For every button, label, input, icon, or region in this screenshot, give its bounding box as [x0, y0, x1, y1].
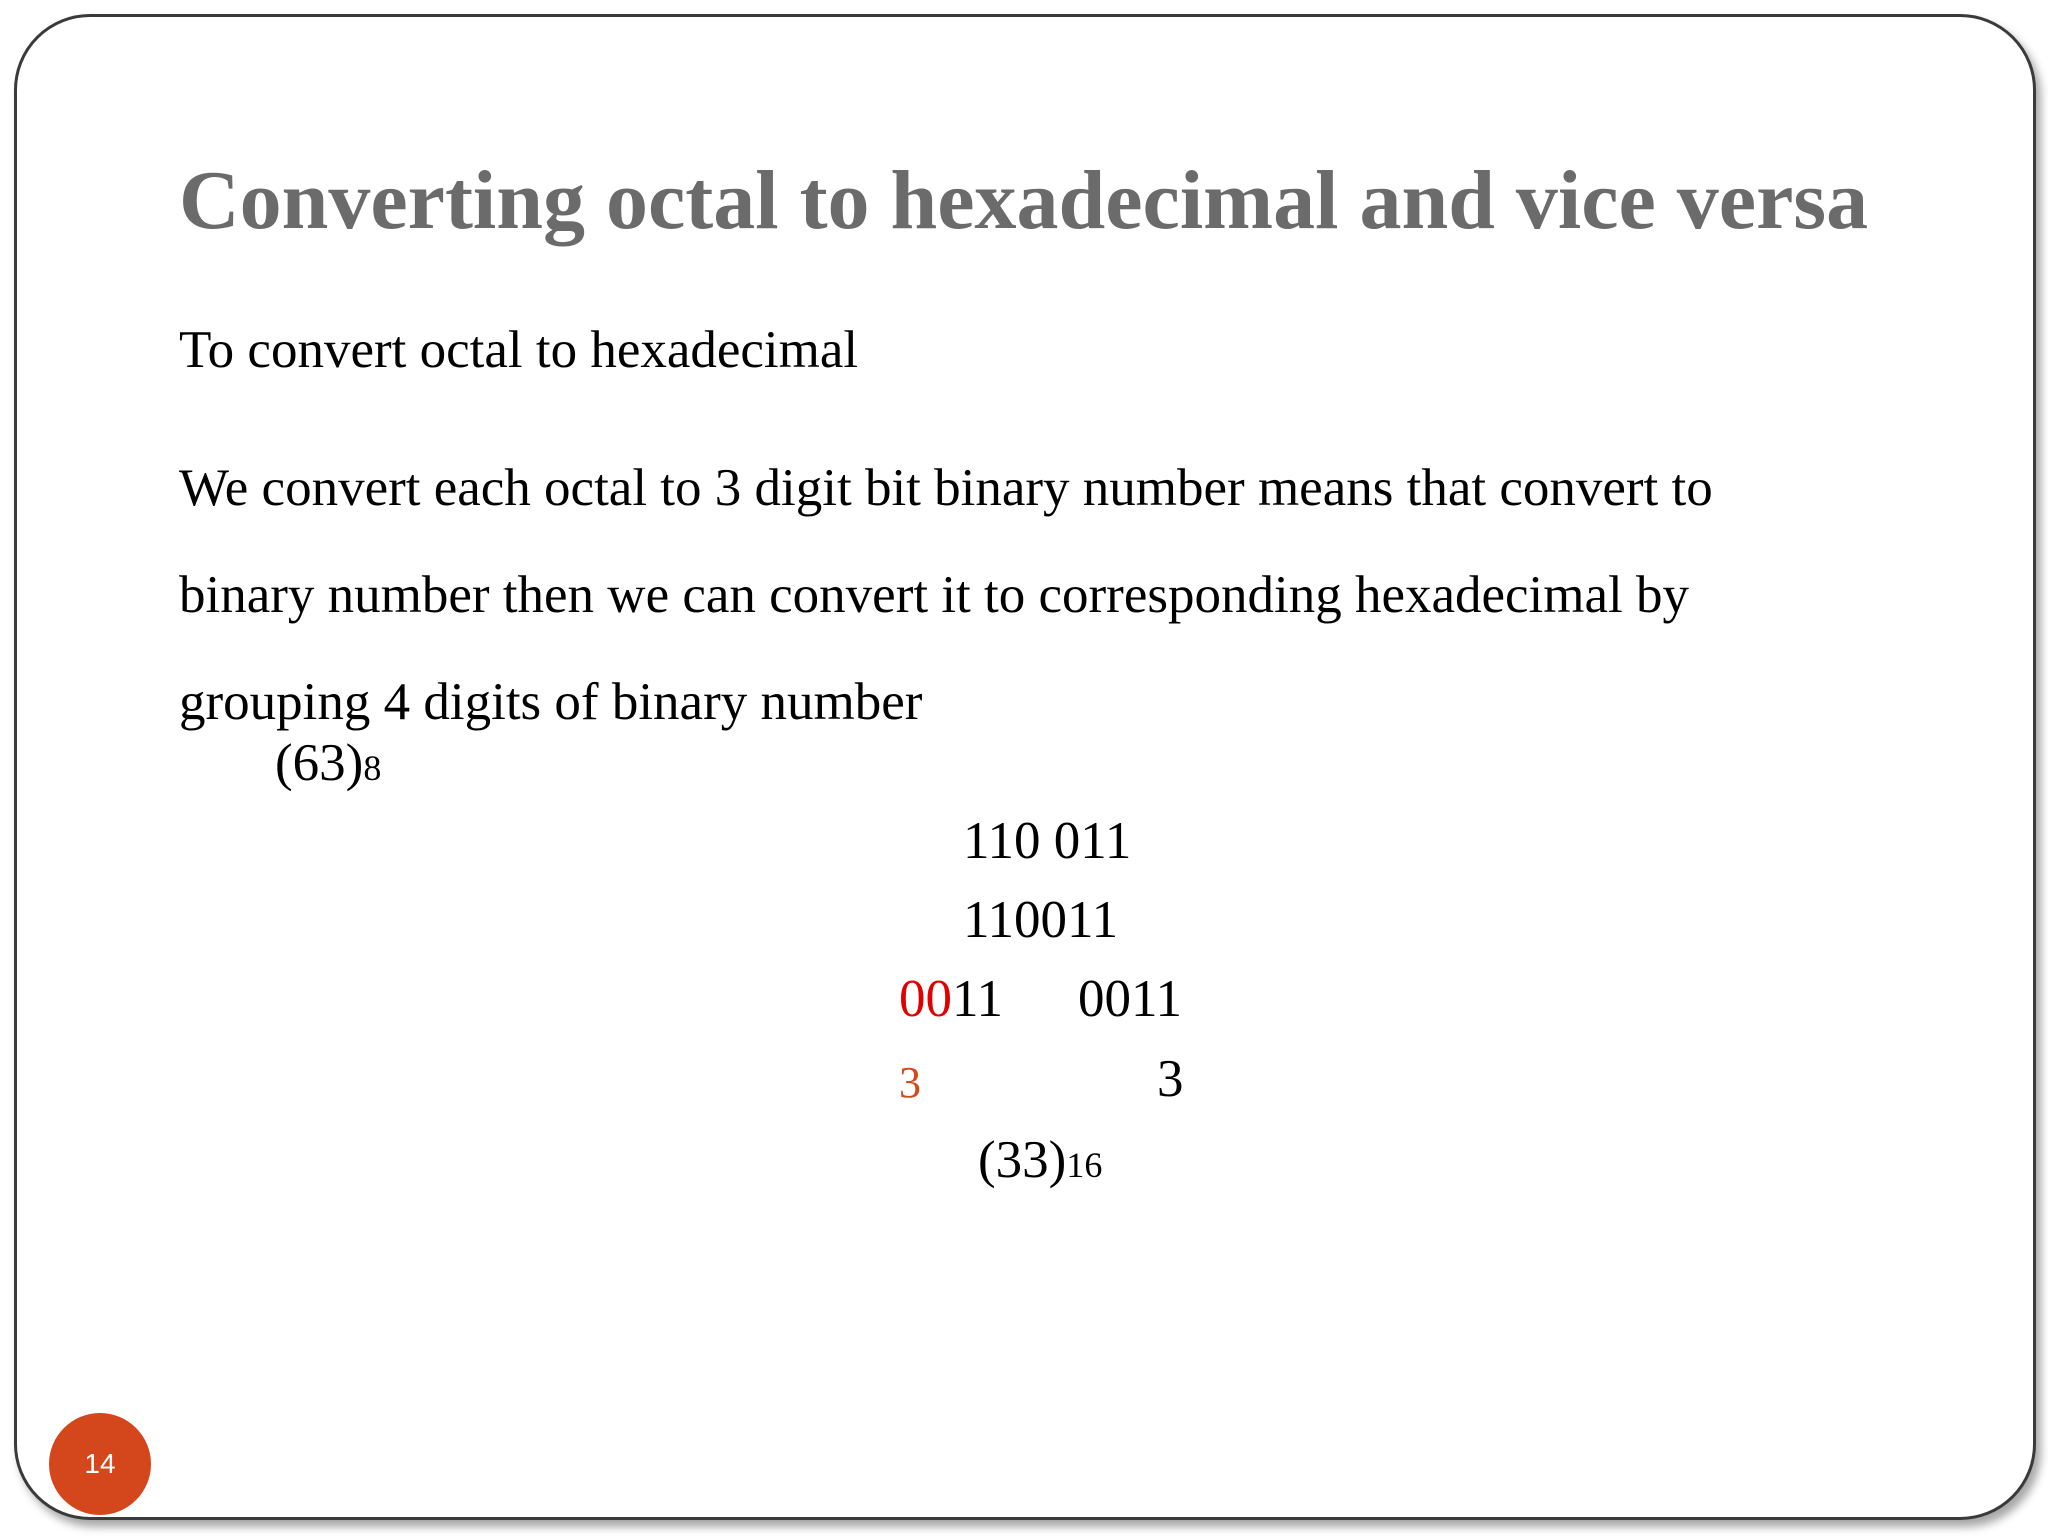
nibble-left [899, 967, 1003, 1031]
paragraph-line: grouping 4 digits of binary number [179, 673, 923, 731]
hex-base-subscript: 16 [1066, 1145, 1103, 1185]
paragraph-line: binary number then we can convert it to corresponding hexadecimal by [179, 566, 1689, 624]
hex-number: (33) [978, 1131, 1067, 1189]
page-number-badge: 14 [49, 1413, 151, 1515]
octal-example-value [275, 731, 381, 800]
intro-text: To convert octal to hexadecimal [179, 321, 859, 379]
slide-frame [14, 14, 2036, 1520]
padding-zeros: 00 [899, 970, 952, 1028]
hex-result [978, 1128, 1102, 1197]
explanation-paragraph [179, 435, 1899, 756]
octal-base-subscript: 8 [363, 748, 382, 788]
paragraph-line: We convert each octal to 3 digit bit binary number means that convert to [179, 459, 1713, 517]
slide-title: Converting octal to hexadecimal and vice versa [179, 154, 1869, 247]
nibble-left-bits: 11 [952, 970, 1004, 1028]
binary-grouped-step: 110 011 [963, 812, 1132, 870]
binary-joined-step: 110011 [963, 891, 1119, 949]
hex-digit-right: 3 [1157, 1050, 1184, 1108]
hex-digit-left: 3 [899, 1058, 921, 1107]
octal-number: (63) [275, 734, 364, 792]
nibble-right: 0011 [1078, 970, 1183, 1028]
